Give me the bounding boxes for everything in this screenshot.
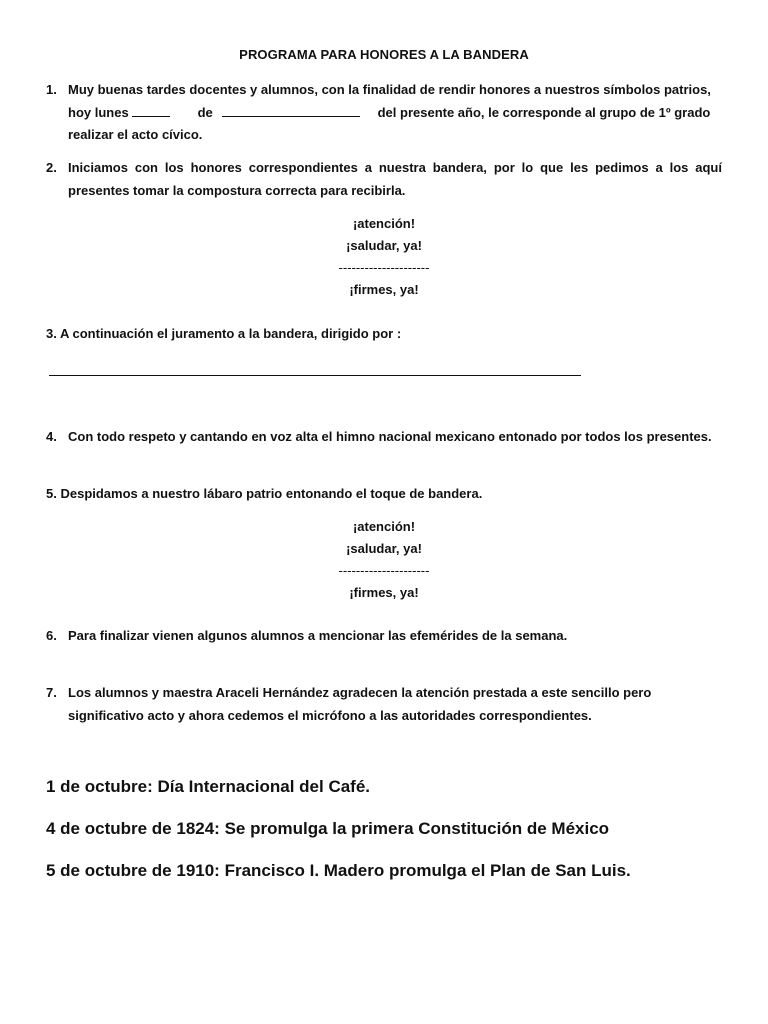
item-1-of-label: de: [197, 104, 213, 120]
document-title: PROGRAMA PARA HONORES A LA BANDERA: [239, 47, 529, 62]
item-number: 2.: [46, 160, 57, 175]
day-blank-field[interactable]: [132, 103, 170, 117]
item-text: Para finalizar vienen algunos alumnos a mencionar las efemérides de la semana.: [68, 628, 568, 643]
efemeride-2: 4 de octubre de 1824: Se promulga la primera Constitución de México: [46, 819, 610, 838]
item-text: [68, 79, 722, 147]
item-number: 6.: [46, 628, 57, 643]
item-1-line-3: realizar el acto cívico.: [68, 127, 203, 142]
program-item-1: [46, 79, 722, 147]
item-number: 4.: [46, 429, 57, 444]
item-text: Despidamos a nuestro lábaro patrio entonando el toque de bandera.: [60, 486, 483, 501]
command-attention: ¡atención!: [352, 216, 416, 231]
program-item-7: [46, 682, 722, 727]
item-text: Iniciamos con los honores correspondientes a nuestra bandera, por lo que les pedimos a los aquí presentes tomar la compostura correcta para recibirla.: [68, 160, 722, 198]
command-dashes: ---------------------: [338, 260, 430, 275]
program-item-5: [46, 483, 722, 506]
month-blank-field[interactable]: [222, 103, 360, 117]
command-salute: ¡saludar, ya!: [346, 238, 422, 253]
command-firm: ¡firmes, ya!: [349, 585, 419, 600]
item-number: 5.: [46, 486, 57, 501]
program-item-2: [46, 157, 722, 202]
item-number: 1.: [46, 82, 57, 97]
item-text: A continuación el juramento a la bandera, dirigido por :: [59, 326, 402, 341]
flag-commands-2: [0, 516, 768, 604]
item-text: Con todo respeto y cantando en voz alta el himno nacional mexicano entonado por todos los presentes.: [68, 429, 712, 444]
command-salute: ¡saludar, ya!: [346, 541, 422, 556]
item-1-line-2: [68, 102, 722, 125]
program-item-3: [46, 323, 722, 346]
efemeride-1: 1 de octubre: Día Internacional del Café.: [46, 777, 371, 796]
item-text: Los alumnos y maestra Araceli Hernández agradecen la atención prestada a este sencillo pero significativo acto y ahora cedemos el micrófono a las autoridades correspondientes.: [68, 685, 652, 723]
program-item-4: [46, 426, 722, 449]
item-1-grade-text: del presente año, le corresponde al grupo de 1º grado: [377, 104, 711, 120]
item-number: 7.: [46, 685, 57, 700]
flag-commands-1: [0, 213, 768, 301]
item-number: 3.: [46, 326, 57, 341]
efemeride-3: 5 de octubre de 1910: Francisco I. Madero promulga el Plan de San Luis.: [46, 861, 631, 880]
item-1-line-1: Muy buenas tardes docentes y alumnos, con la finalidad de rendir honores a nuestros símbolos patrios,: [68, 82, 711, 97]
command-firm: ¡firmes, ya!: [349, 282, 419, 297]
program-item-6: [46, 625, 722, 648]
item-1-day-label: hoy lunes: [68, 104, 129, 120]
command-attention: ¡atención!: [352, 519, 416, 534]
command-dashes: ---------------------: [338, 563, 430, 578]
oath-leader-blank-field[interactable]: [49, 375, 581, 376]
